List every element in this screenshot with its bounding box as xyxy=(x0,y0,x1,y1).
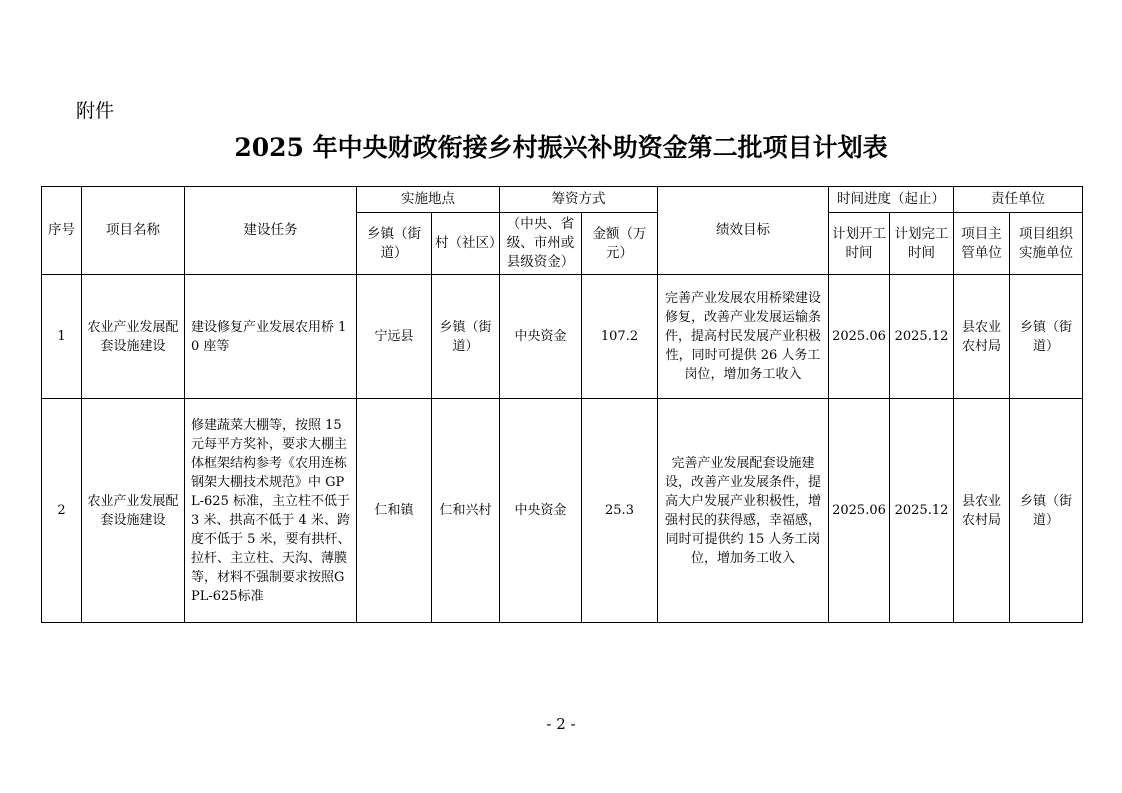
header-supervisor: 项目主管单位 xyxy=(954,213,1010,275)
header-performance: 绩效目标 xyxy=(658,187,829,275)
cell-township: 宁远县 xyxy=(357,275,432,399)
cell-funding-source: 中央资金 xyxy=(500,399,582,623)
header-village: 村（社区） xyxy=(432,213,500,275)
cell-seq: 2 xyxy=(42,399,82,623)
header-amount: 金额（万元） xyxy=(582,213,658,275)
project-plan-table xyxy=(41,186,1083,623)
cell-funding-source: 中央资金 xyxy=(500,275,582,399)
table-row xyxy=(42,275,1083,399)
cell-implementer: 乡镇（街道） xyxy=(1010,399,1083,623)
header-project-name: 项目名称 xyxy=(82,187,185,275)
cell-task: 建设修复产业发展农用桥 10 座等 xyxy=(185,275,357,399)
cell-village: 乡镇（街道） xyxy=(432,275,500,399)
cell-end: 2025.12 xyxy=(890,275,954,399)
header-township: 乡镇（街道） xyxy=(357,213,432,275)
attachment-label: 附件 xyxy=(76,100,115,122)
header-start: 计划开工时间 xyxy=(829,213,890,275)
header-schedule-group: 时间进度（起止） xyxy=(829,187,954,213)
header-implementer: 项目组织实施单位 xyxy=(1010,213,1083,275)
cell-task: 修建蔬菜大棚等，按照 15 元每平方奖补，要求大棚主体框架结构参考《农用连栋钢架大棚技术规范》中 GPL-625 标准，主立柱不低于 3 米、拱高不低于 4 米、跨度不低于 5 米，要有拱杆、拉杆、主立柱、天沟、薄膜等，材料不强制要求按照GPL-625标准 xyxy=(185,399,357,623)
header-location-group: 实施地点 xyxy=(357,187,500,213)
cell-seq: 1 xyxy=(42,275,82,399)
cell-supervisor: 县农业农村局 xyxy=(954,399,1010,623)
header-funding-group: 筹资方式 xyxy=(500,187,658,213)
header-task: 建设任务 xyxy=(185,187,357,275)
cell-project-name: 农业产业发展配套设施建设 xyxy=(82,275,185,399)
header-seq: 序号 xyxy=(42,187,82,275)
header-funding-source: （中央、省级、市州或县级资金） xyxy=(500,213,582,275)
cell-performance: 完善产业发展农用桥梁建设修复，改善产业发展运输条件，提高村民发展产业积极性，同时可提供 26 人务工岗位，增加务工收入 xyxy=(658,275,829,399)
cell-start: 2025.06 xyxy=(829,275,890,399)
cell-project-name: 农业产业发展配套设施建设 xyxy=(82,399,185,623)
cell-township: 仁和镇 xyxy=(357,399,432,623)
cell-amount: 25.3 xyxy=(582,399,658,623)
cell-start: 2025.06 xyxy=(829,399,890,623)
cell-performance: 完善产业发展配套设施建设，改善产业发展条件，提高大户发展产业积极性，增强村民的获得感，幸福感，同时可提供约 15 人务工岗位，增加务工收入 xyxy=(658,399,829,623)
header-end: 计划完工时间 xyxy=(890,213,954,275)
cell-supervisor: 县农业农村局 xyxy=(954,275,1010,399)
page-title: 2025 年中央财政衔接乡村振兴补助资金第二批项目计划表 xyxy=(234,133,888,162)
cell-end: 2025.12 xyxy=(890,399,954,623)
page-number: - 2 - xyxy=(546,715,576,733)
cell-implementer: 乡镇（街道） xyxy=(1010,275,1083,399)
cell-amount: 107.2 xyxy=(582,275,658,399)
header-responsibility-group: 责任单位 xyxy=(954,187,1083,213)
table-row xyxy=(42,399,1083,623)
cell-village: 仁和兴村 xyxy=(432,399,500,623)
